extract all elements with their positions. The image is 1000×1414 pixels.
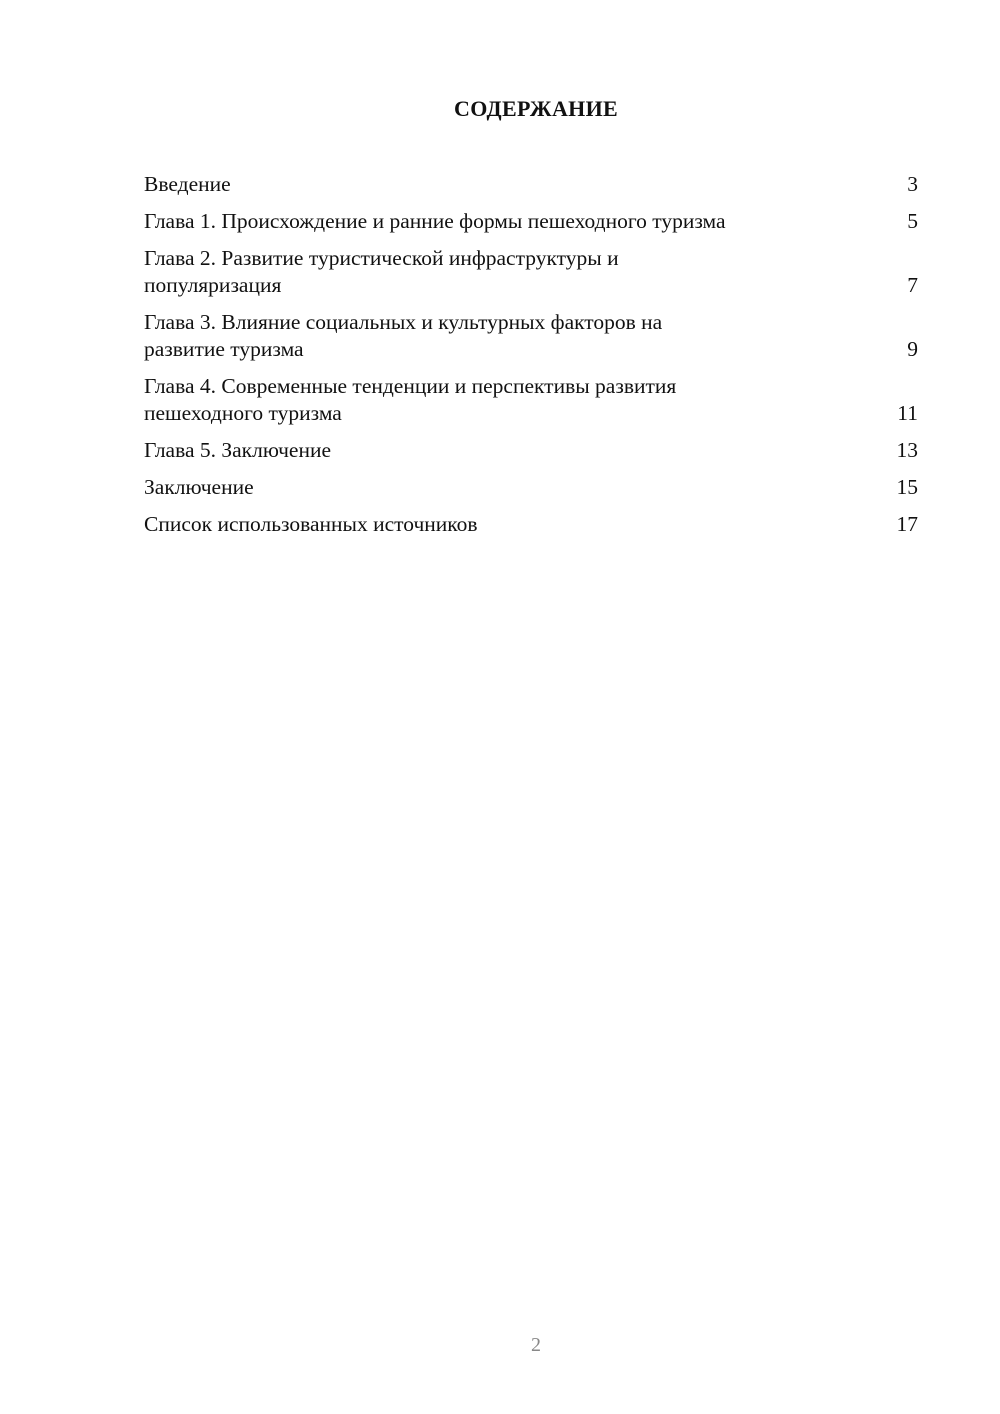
- toc-entry-page: 5: [907, 209, 918, 233]
- toc-entry-label-line: Глава 1. Происхождение и ранние формы пешеходного туризма: [144, 209, 726, 233]
- toc-entry-label-line: популяризация: [144, 273, 282, 297]
- toc-entry-label: [144, 309, 662, 363]
- toc-entry-references[interactable]: [144, 511, 918, 538]
- page-number: 2: [531, 1334, 541, 1356]
- toc-entry-label-line: Глава 4. Современные тенденции и перспективы развития: [144, 374, 677, 398]
- toc-entry-page: 13: [896, 438, 918, 462]
- toc-entry-label-line: Глава 2. Развитие туристической инфраструктуры и: [144, 246, 619, 270]
- toc-entry-label: [144, 245, 619, 299]
- page-title: СОДЕРЖАНИЕ: [454, 96, 618, 121]
- toc-entry-chapter-2[interactable]: [144, 245, 918, 299]
- toc-entry-label: [144, 474, 254, 501]
- toc-entry-page: 15: [896, 475, 918, 499]
- toc-entry-label: [144, 511, 478, 538]
- toc-entry-introduction[interactable]: [144, 171, 918, 198]
- toc-entry-chapter-5[interactable]: [144, 437, 918, 464]
- toc-entry-chapter-3[interactable]: [144, 309, 918, 363]
- toc-entry-page: 17: [896, 512, 918, 536]
- toc-entry-page: 9: [907, 337, 918, 361]
- toc-entry-chapter-1[interactable]: [144, 208, 918, 235]
- table-of-contents: [144, 171, 918, 548]
- toc-entry-label: [144, 373, 676, 427]
- toc-entry-label: [144, 171, 231, 198]
- toc-entry-label-line: Введение: [144, 172, 231, 196]
- toc-entry-label: [144, 437, 331, 464]
- toc-entry-page: 3: [907, 172, 918, 196]
- toc-entry-page: 11: [897, 401, 918, 425]
- toc-entry-label: [144, 208, 726, 235]
- toc-entry-label-line: пешеходного туризма: [144, 401, 342, 425]
- toc-entry-chapter-4[interactable]: [144, 373, 918, 427]
- toc-entry-label-line: Глава 3. Влияние социальных и культурных факторов на: [144, 310, 663, 334]
- toc-entry-label-line: Список использованных источников: [144, 512, 478, 536]
- toc-entry-page: 7: [907, 273, 918, 297]
- toc-entry-label-line: развитие туризма: [144, 337, 304, 361]
- toc-entry-label-line: Глава 5. Заключение: [144, 438, 332, 462]
- toc-entry-conclusion[interactable]: [144, 474, 918, 501]
- toc-entry-label-line: Заключение: [144, 475, 254, 499]
